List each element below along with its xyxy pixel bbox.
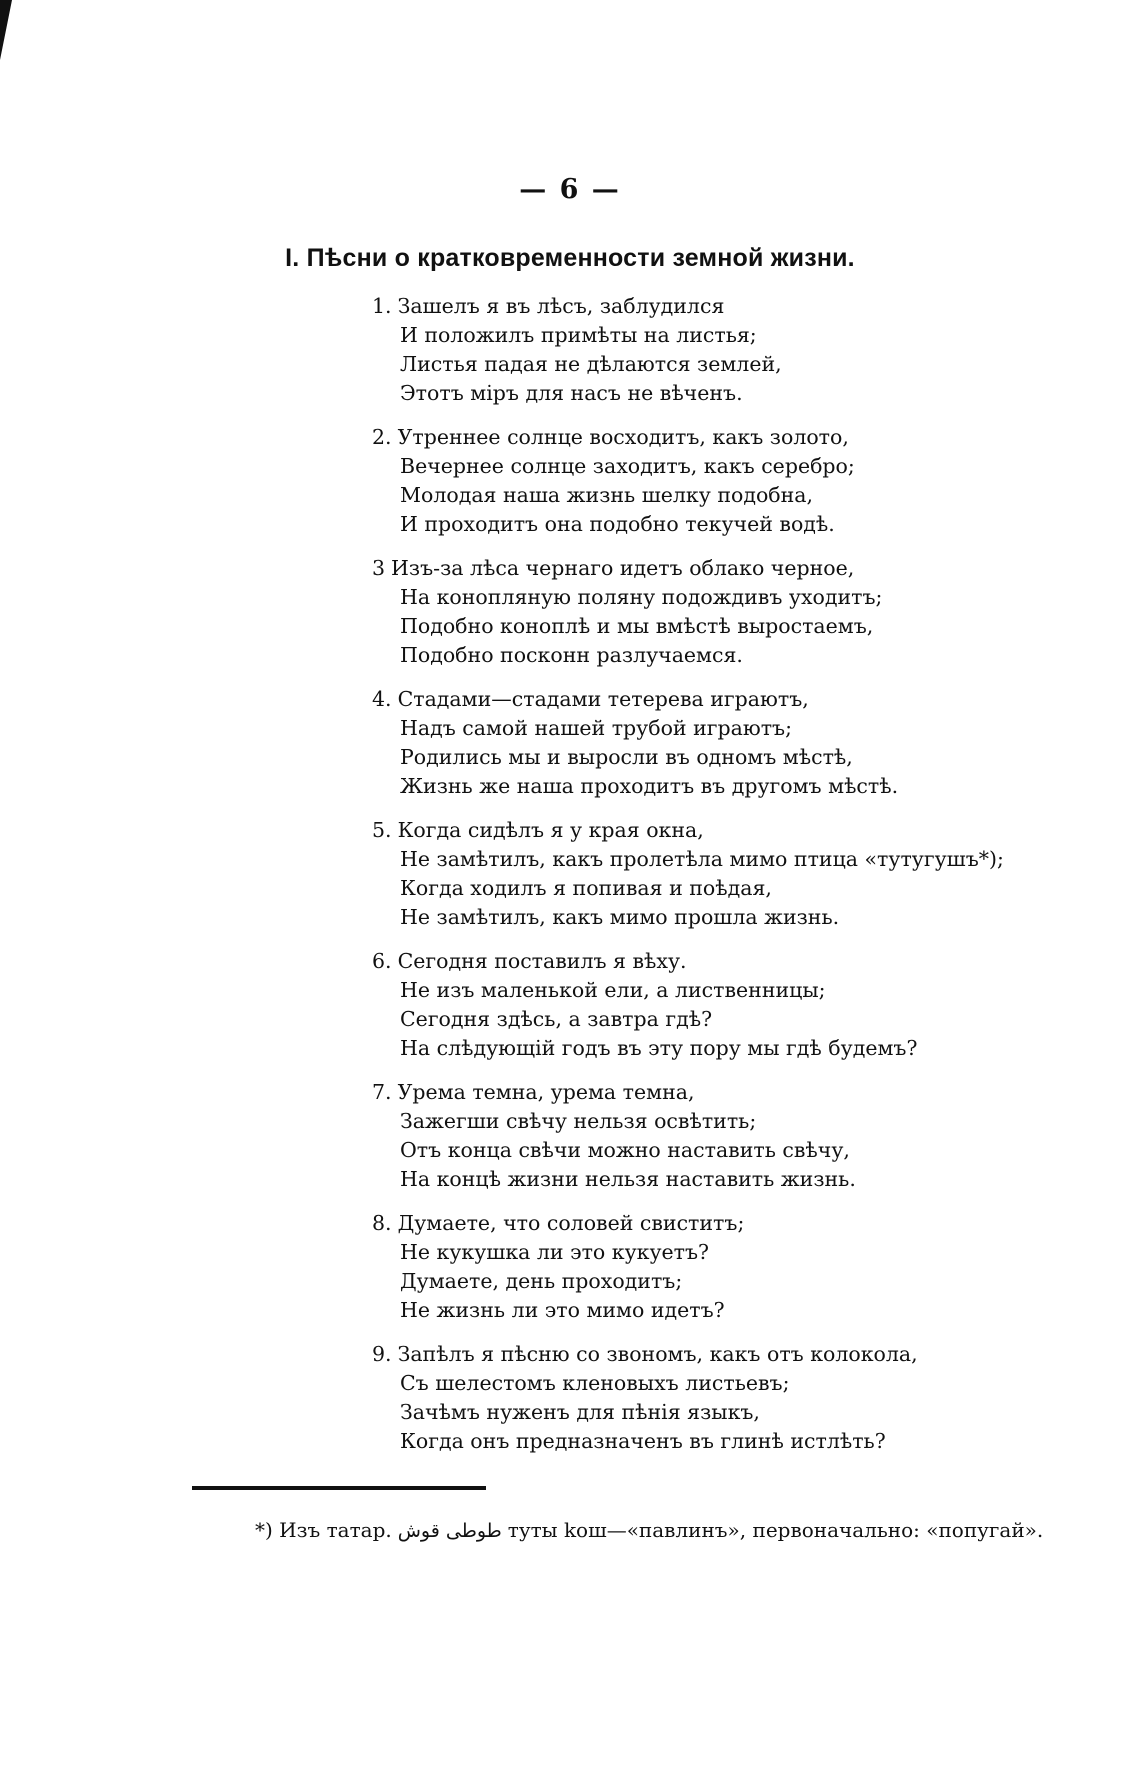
- poem: [372, 1209, 1032, 1340]
- footnote: [255, 1518, 1115, 1542]
- poem: [372, 423, 1032, 554]
- poem: [372, 1078, 1032, 1209]
- poem-line: Этотъ міръ для насъ не вѣченъ.: [400, 381, 743, 405]
- poem-line-text: Запѣлъ я пѣсню со звономъ, какъ отъ колокола,: [397, 1342, 918, 1366]
- poem-line: Надъ самой нашей трубой играютъ;: [400, 716, 792, 740]
- poem-line: Сегодня здѣсь, а завтра гдѣ?: [400, 1007, 713, 1031]
- poem-line: Думаете, день проходитъ;: [400, 1269, 683, 1293]
- poem-line: Не жизнь ли это мимо идетъ?: [400, 1298, 725, 1322]
- poem: [372, 1340, 1032, 1471]
- poem-line: Подобно коноплѣ и мы вмѣстѣ выростаемъ,: [400, 614, 874, 638]
- poem-line: Зачѣмъ нуженъ для пѣнія языкъ,: [400, 1400, 760, 1424]
- poem-line-text: Сегодня поставилъ я вѣху.: [397, 949, 687, 973]
- poem-line: [372, 685, 1032, 714]
- poem-line-text: Когда сидѣлъ я у края окна,: [397, 818, 704, 842]
- poem-line: Съ шелестомъ кленовыхъ листьевъ;: [400, 1371, 790, 1395]
- poem-line: [372, 1340, 1032, 1369]
- poem-number: 5.: [372, 818, 392, 842]
- poem-line: [372, 947, 1032, 976]
- poem-line: [372, 423, 1032, 452]
- poem-line-text: Стадами—стадами тетерева играютъ,: [397, 687, 809, 711]
- poem-line-text: Зашелъ я въ лѣсъ, заблудился: [397, 294, 725, 318]
- footnote-prefix: *) Изъ татар.: [255, 1518, 392, 1542]
- footnote-arabic: طوطى قوش: [397, 1520, 502, 1542]
- page-edge-mark: [0, 0, 12, 60]
- page-number: — 6 —: [519, 174, 621, 205]
- footnote-divider: [192, 1486, 486, 1490]
- poem-list: [372, 292, 1032, 1471]
- poem-line-text: Утреннее солнце восходитъ, какъ золото,: [397, 425, 849, 449]
- poem-number: 6.: [372, 949, 392, 973]
- poem-line: Отъ конца свѣчи можно наставить свѣчу,: [400, 1138, 850, 1162]
- poem-line-text: Думаете, что соловей свиститъ;: [397, 1211, 745, 1235]
- poem: [372, 816, 1032, 947]
- poem-line-text: Урема темна, урема темна,: [397, 1080, 695, 1104]
- poem-line: Родились мы и выросли въ одномъ мѣстѣ,: [400, 745, 853, 769]
- poem: [372, 292, 1032, 423]
- poem-number: 3: [372, 556, 386, 580]
- section-title: I. Пѣсни о кратковременности земной жизни.: [285, 244, 855, 272]
- poem-line: Не замѣтилъ, какъ пролетѣла мимо птица «тутугушъ*);: [400, 847, 1004, 871]
- poem: [372, 685, 1032, 816]
- poem-number: 7.: [372, 1080, 392, 1104]
- poem-line: Когда онъ предназначенъ въ глинѣ истлѣть?: [400, 1429, 886, 1453]
- footnote-suffix: туты kош—«павлинъ», первоначально: «попугай».: [507, 1518, 1044, 1542]
- poem-line: [372, 554, 1032, 583]
- poem-number: 8.: [372, 1211, 392, 1235]
- poem-number: 4.: [372, 687, 392, 711]
- poem-line: Зажегши свѣчу нельзя освѣтить;: [400, 1109, 757, 1133]
- poem-line: Не кукушка ли это кукуетъ?: [400, 1240, 710, 1264]
- poem-number: 1.: [372, 294, 392, 318]
- poem-line: Не изъ маленькой ели, а лиственницы;: [400, 978, 826, 1002]
- poem-line: Жизнь же наша проходитъ въ другомъ мѣстѣ.: [400, 774, 899, 798]
- poem-line: И положилъ примѣты на листья;: [400, 323, 757, 347]
- poem-number: 2.: [372, 425, 392, 449]
- poem-line: Подобно посконн разлучаемся.: [400, 643, 743, 667]
- poem-line: [372, 1078, 1032, 1107]
- poem-line: Не замѣтилъ, какъ мимо прошла жизнь.: [400, 905, 840, 929]
- poem-line: На слѣдующій годъ въ эту пору мы гдѣ будемъ?: [400, 1036, 918, 1060]
- poem-number: 9.: [372, 1342, 392, 1366]
- poem-line: Вечернее солнце заходитъ, какъ серебро;: [400, 454, 855, 478]
- poem-line: [372, 816, 1032, 845]
- poem-line: [372, 292, 1032, 321]
- poem-line: Молодая наша жизнь шелку подобна,: [400, 483, 814, 507]
- poem-line: Когда ходилъ я попивая и поѣдая,: [400, 876, 772, 900]
- poem-line: На концѣ жизни нельзя наставить жизнь.: [400, 1167, 856, 1191]
- poem-line: Листья падая не дѣлаются землей,: [400, 352, 782, 376]
- poem-line: [372, 1209, 1032, 1238]
- poem-line-text: Изъ-за лѣса чернаго идетъ облако черное,: [391, 556, 855, 580]
- poem-line: На конопляную поляну подождивъ уходитъ;: [400, 585, 883, 609]
- poem-line: И проходитъ она подобно текучей водѣ.: [400, 512, 835, 536]
- poem: [372, 947, 1032, 1078]
- poem: [372, 554, 1032, 685]
